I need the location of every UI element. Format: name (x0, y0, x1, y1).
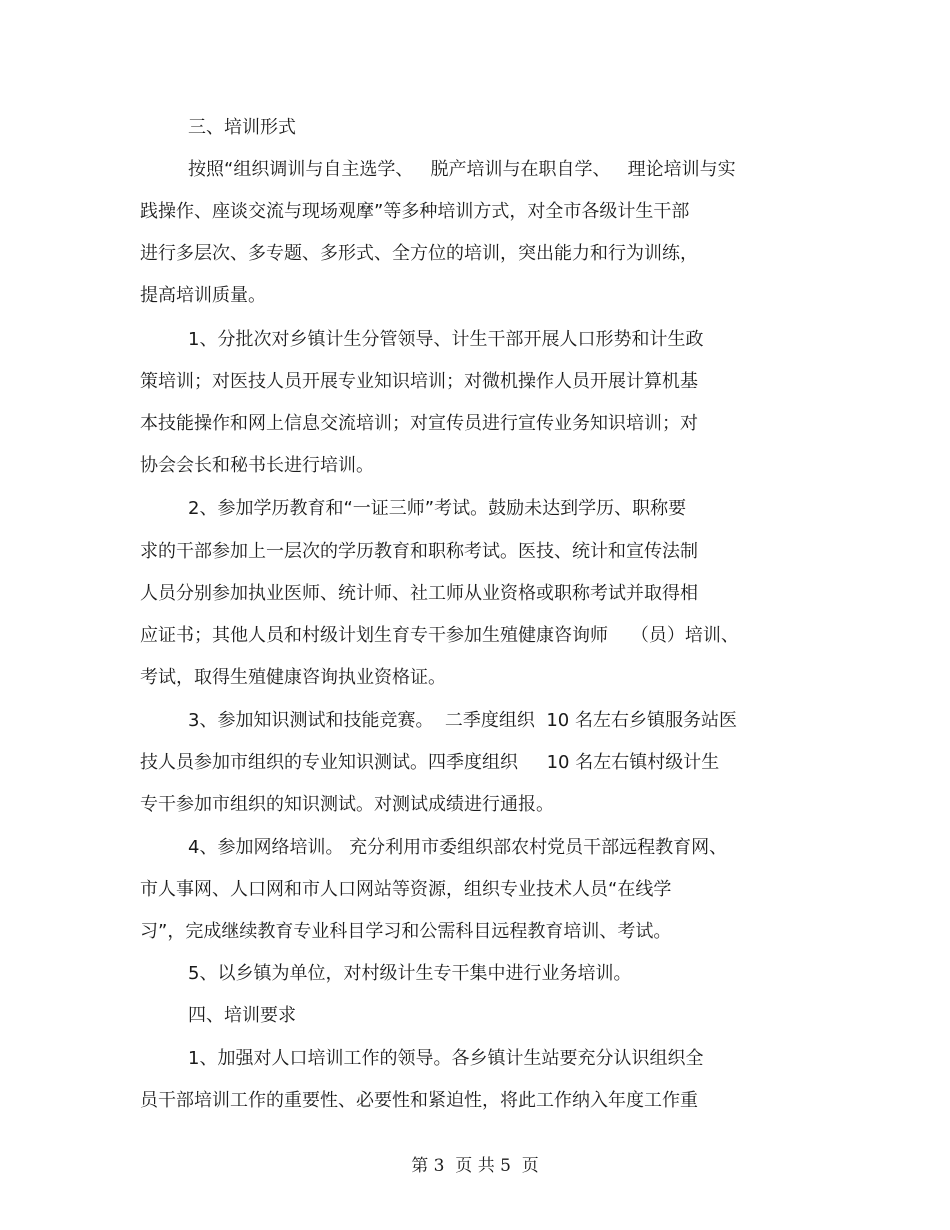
paragraph-line: 5、以乡镇为单位，对村级计生专干集中进行业务培训。 (188, 963, 632, 984)
paragraph-line: 习”，完成继续教育专业科目学习和公需科目远程教育培训、考试。 (140, 921, 672, 942)
paragraph-line: 4、参加网络培训。 充分利用市委组织部农村党员干部远程教育网、 (188, 837, 728, 858)
paragraph-line: 考试，取得生殖健康咨询执业资格证。 (140, 667, 446, 688)
page-number-footer: 第 3 页 共 5 页 (411, 1156, 539, 1176)
paragraph-line: 市人事网、人口网和市人口网站等资源，组织专业技术人员“在线学 (140, 879, 672, 900)
heading-training-requirements: 四、培训要求 (188, 1005, 296, 1026)
paragraph-line: 技人员参加市组织的专业知识测试。四季度组织 10 名左右镇村级计生 (140, 752, 720, 773)
paragraph-line: 1、分批次对乡镇计生分管领导、计生干部开展人口形势和计生政 (188, 329, 704, 350)
paragraph-line: 3、参加知识测试和技能竞赛。 二季度组织 10 名左右乡镇服务站医 (188, 710, 737, 731)
paragraph-line: 提高培训质量。 (140, 285, 266, 306)
paragraph-line: 协会会长和秘书长进行培训。 (140, 455, 374, 476)
paragraph-line: 2、参加学历教育和“一证三师”考试。鼓励未达到学历、职称要 (188, 498, 687, 519)
paragraph-line: 专干参加市组织的知识测试。对测试成绩进行通报。 (140, 794, 554, 815)
paragraph-line: 员干部培训工作的重要性、必要性和紧迫性，将此工作纳入年度工作重 (140, 1090, 698, 1111)
paragraph-line: 求的干部参加上一层次的学历教育和职称考试。医技、统计和宣传法制 (140, 541, 698, 562)
paragraph-line: 践操作、座谈交流与现场观摩”等多种培训方式，对全市各级计生干部 (140, 201, 690, 222)
paragraph-line: 进行多层次、多专题、多形式、全方位的培训，突出能力和行为训练， (140, 243, 698, 264)
paragraph-line: 人员分别参加执业医师、统计师、社工师从业资格或职称考试并取得相 (140, 583, 698, 604)
paragraph-line: 应证书；其他人员和村级计划生育专干参加生殖健康咨询师 （员）培训、 (140, 625, 739, 646)
paragraph-line: 1、加强对人口培训工作的领导。各乡镇计生站要充分认识组织全 (188, 1048, 704, 1069)
paragraph-line: 按照“组织调训与自主选学、 脱产培训与在职自学、 理论培训与实 (188, 159, 736, 180)
heading-training-form: 三、培训形式 (188, 117, 296, 138)
paragraph-line: 本技能操作和网上信息交流培训；对宣传员进行宣传业务知识培训；对 (140, 413, 698, 434)
paragraph-line: 策培训；对医技人员开展专业知识培训；对微机操作人员开展计算机基 (140, 371, 698, 392)
